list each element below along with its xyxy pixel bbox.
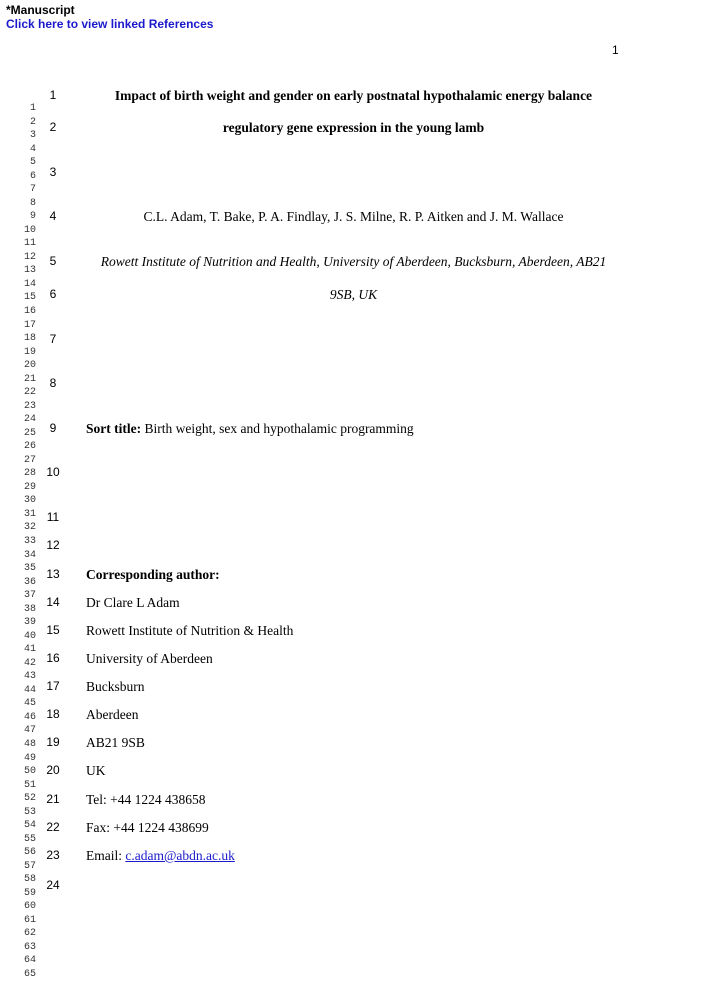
left-line-number: 44 bbox=[23, 684, 36, 696]
title-line-1: Impact of birth weight and gender on early postnatal hypothalamic energy balance bbox=[114, 88, 593, 103]
address-country: UK bbox=[86, 763, 106, 778]
left-line-number: 53 bbox=[23, 806, 36, 818]
left-line-number: 3 bbox=[29, 130, 36, 142]
center-line-number: 16 bbox=[46, 651, 60, 665]
left-line-number: 58 bbox=[23, 874, 36, 886]
center-line-number: 1 bbox=[49, 88, 57, 102]
left-line-number: 25 bbox=[23, 427, 36, 439]
address-university: University of Aberdeen bbox=[86, 651, 213, 666]
center-line-number: 17 bbox=[46, 679, 60, 693]
manuscript-label: *Manuscript bbox=[6, 3, 75, 17]
left-line-number: 36 bbox=[23, 576, 36, 588]
left-line-number: 30 bbox=[23, 495, 36, 507]
email-link[interactable]: c.adam@abdn.ac.uk bbox=[125, 848, 235, 863]
center-line-number: 19 bbox=[46, 735, 60, 749]
left-line-number: 57 bbox=[23, 860, 36, 872]
left-line-number: 29 bbox=[23, 481, 36, 493]
left-line-number: 45 bbox=[23, 698, 36, 710]
left-line-number: 6 bbox=[29, 170, 36, 182]
short-title bbox=[86, 420, 414, 437]
left-line-number: 2 bbox=[29, 116, 36, 128]
left-line-number: 15 bbox=[23, 292, 36, 304]
left-line-number: 12 bbox=[23, 251, 36, 263]
left-line-number: 46 bbox=[23, 711, 36, 723]
center-line-number: 11 bbox=[46, 510, 60, 524]
center-line-number: 5 bbox=[49, 254, 57, 268]
left-line-number: 35 bbox=[23, 563, 36, 575]
left-line-number: 50 bbox=[23, 766, 36, 778]
left-line-number: 18 bbox=[23, 333, 36, 345]
left-line-number: 37 bbox=[23, 590, 36, 602]
left-line-number: 24 bbox=[23, 414, 36, 426]
short-title-label: Sort title: bbox=[86, 421, 142, 436]
left-line-number: 60 bbox=[23, 901, 36, 913]
left-line-number: 14 bbox=[23, 278, 36, 290]
left-line-number: 47 bbox=[23, 725, 36, 737]
address-locality: Bucksburn bbox=[86, 679, 145, 694]
left-line-number: 51 bbox=[23, 779, 36, 791]
left-line-number: 54 bbox=[23, 820, 36, 832]
left-line-number: 61 bbox=[23, 914, 36, 926]
left-line-number: 41 bbox=[23, 644, 36, 656]
fax: Fax: +44 1224 438699 bbox=[86, 820, 209, 835]
center-line-number: 9 bbox=[49, 421, 57, 435]
linked-references-link[interactable]: Click here to view linked References bbox=[6, 17, 214, 31]
left-line-number: 7 bbox=[29, 184, 36, 196]
address-postcode: AB21 9SB bbox=[86, 735, 145, 750]
left-line-number: 10 bbox=[23, 224, 36, 236]
author-list: C.L. Adam, T. Bake, P. A. Findlay, J. S. Milne, R. P. Aitken and J. M. Wallace bbox=[143, 209, 564, 224]
telephone: Tel: +44 1224 438658 bbox=[86, 792, 206, 807]
email-label: Email: bbox=[86, 848, 126, 863]
center-line-number: 10 bbox=[46, 465, 60, 479]
left-line-number: 26 bbox=[23, 441, 36, 453]
center-line-number: 21 bbox=[46, 792, 60, 806]
left-line-number: 56 bbox=[23, 847, 36, 859]
left-line-number: 5 bbox=[29, 157, 36, 169]
left-line-number: 63 bbox=[23, 941, 36, 953]
left-line-number: 21 bbox=[23, 373, 36, 385]
left-line-number: 55 bbox=[23, 833, 36, 845]
left-line-number: 28 bbox=[23, 468, 36, 480]
left-line-number: 31 bbox=[23, 508, 36, 520]
left-line-number: 48 bbox=[23, 738, 36, 750]
center-line-number: 24 bbox=[46, 878, 60, 892]
address-city: Aberdeen bbox=[86, 707, 139, 722]
center-line-number: 12 bbox=[46, 538, 60, 552]
short-title-text: Birth weight, sex and hypothalamic programming bbox=[141, 421, 414, 436]
left-line-number: 59 bbox=[23, 887, 36, 899]
center-line-number: 18 bbox=[46, 707, 60, 721]
left-line-number: 16 bbox=[23, 305, 36, 317]
affiliation-line-2: 9SB, UK bbox=[329, 287, 378, 302]
center-line-number: 15 bbox=[46, 623, 60, 637]
left-line-number: 19 bbox=[23, 346, 36, 358]
left-line-number: 38 bbox=[23, 603, 36, 615]
left-line-number: 65 bbox=[23, 969, 36, 980]
center-line-number: 13 bbox=[46, 567, 60, 581]
left-line-number: 33 bbox=[23, 536, 36, 547]
left-line-number: 20 bbox=[23, 360, 36, 372]
left-line-number: 39 bbox=[23, 617, 36, 629]
left-line-number: 17 bbox=[23, 319, 36, 331]
left-line-number: 62 bbox=[23, 928, 36, 940]
left-line-number: 49 bbox=[23, 752, 36, 764]
left-line-number: 8 bbox=[29, 197, 36, 209]
center-line-number: 4 bbox=[49, 209, 57, 223]
center-line-number: 14 bbox=[46, 595, 60, 609]
author-name: Dr Clare L Adam bbox=[86, 595, 180, 610]
left-line-number: 32 bbox=[23, 522, 36, 534]
center-line-number: 22 bbox=[46, 820, 60, 834]
address-institute: Rowett Institute of Nutrition & Health bbox=[86, 623, 294, 638]
left-line-number: 52 bbox=[23, 793, 36, 805]
left-line-number: 40 bbox=[23, 630, 36, 642]
center-line-number: 2 bbox=[49, 120, 57, 134]
affiliation-line-1: Rowett Institute of Nutrition and Health, University of Aberdeen, Bucksburn, Aberdeen, AB21 bbox=[100, 254, 607, 269]
corresponding-author-heading: Corresponding author: bbox=[86, 567, 220, 582]
center-line-number: 6 bbox=[49, 287, 57, 301]
left-line-number: 9 bbox=[29, 211, 36, 223]
left-line-number: 34 bbox=[23, 549, 36, 561]
left-line-number: 23 bbox=[23, 400, 36, 412]
left-line-number: 64 bbox=[23, 955, 36, 967]
left-line-number: 4 bbox=[29, 143, 36, 155]
page-number: 1 bbox=[612, 43, 619, 57]
center-line-number: 8 bbox=[49, 376, 57, 390]
left-line-number: 27 bbox=[23, 454, 36, 466]
left-line-number: 11 bbox=[23, 238, 36, 250]
left-line-number: 43 bbox=[23, 671, 36, 683]
center-line-number: 20 bbox=[46, 763, 60, 777]
center-line-number: 23 bbox=[46, 848, 60, 862]
center-line-number: 7 bbox=[49, 332, 57, 346]
left-line-number: 13 bbox=[23, 265, 36, 277]
left-line-number: 1 bbox=[29, 103, 36, 114]
title-line-2: regulatory gene expression in the young lamb bbox=[222, 120, 485, 135]
left-line-number: 22 bbox=[23, 387, 36, 399]
center-line-number: 3 bbox=[49, 165, 57, 179]
email bbox=[86, 847, 235, 864]
left-line-number: 42 bbox=[23, 657, 36, 669]
